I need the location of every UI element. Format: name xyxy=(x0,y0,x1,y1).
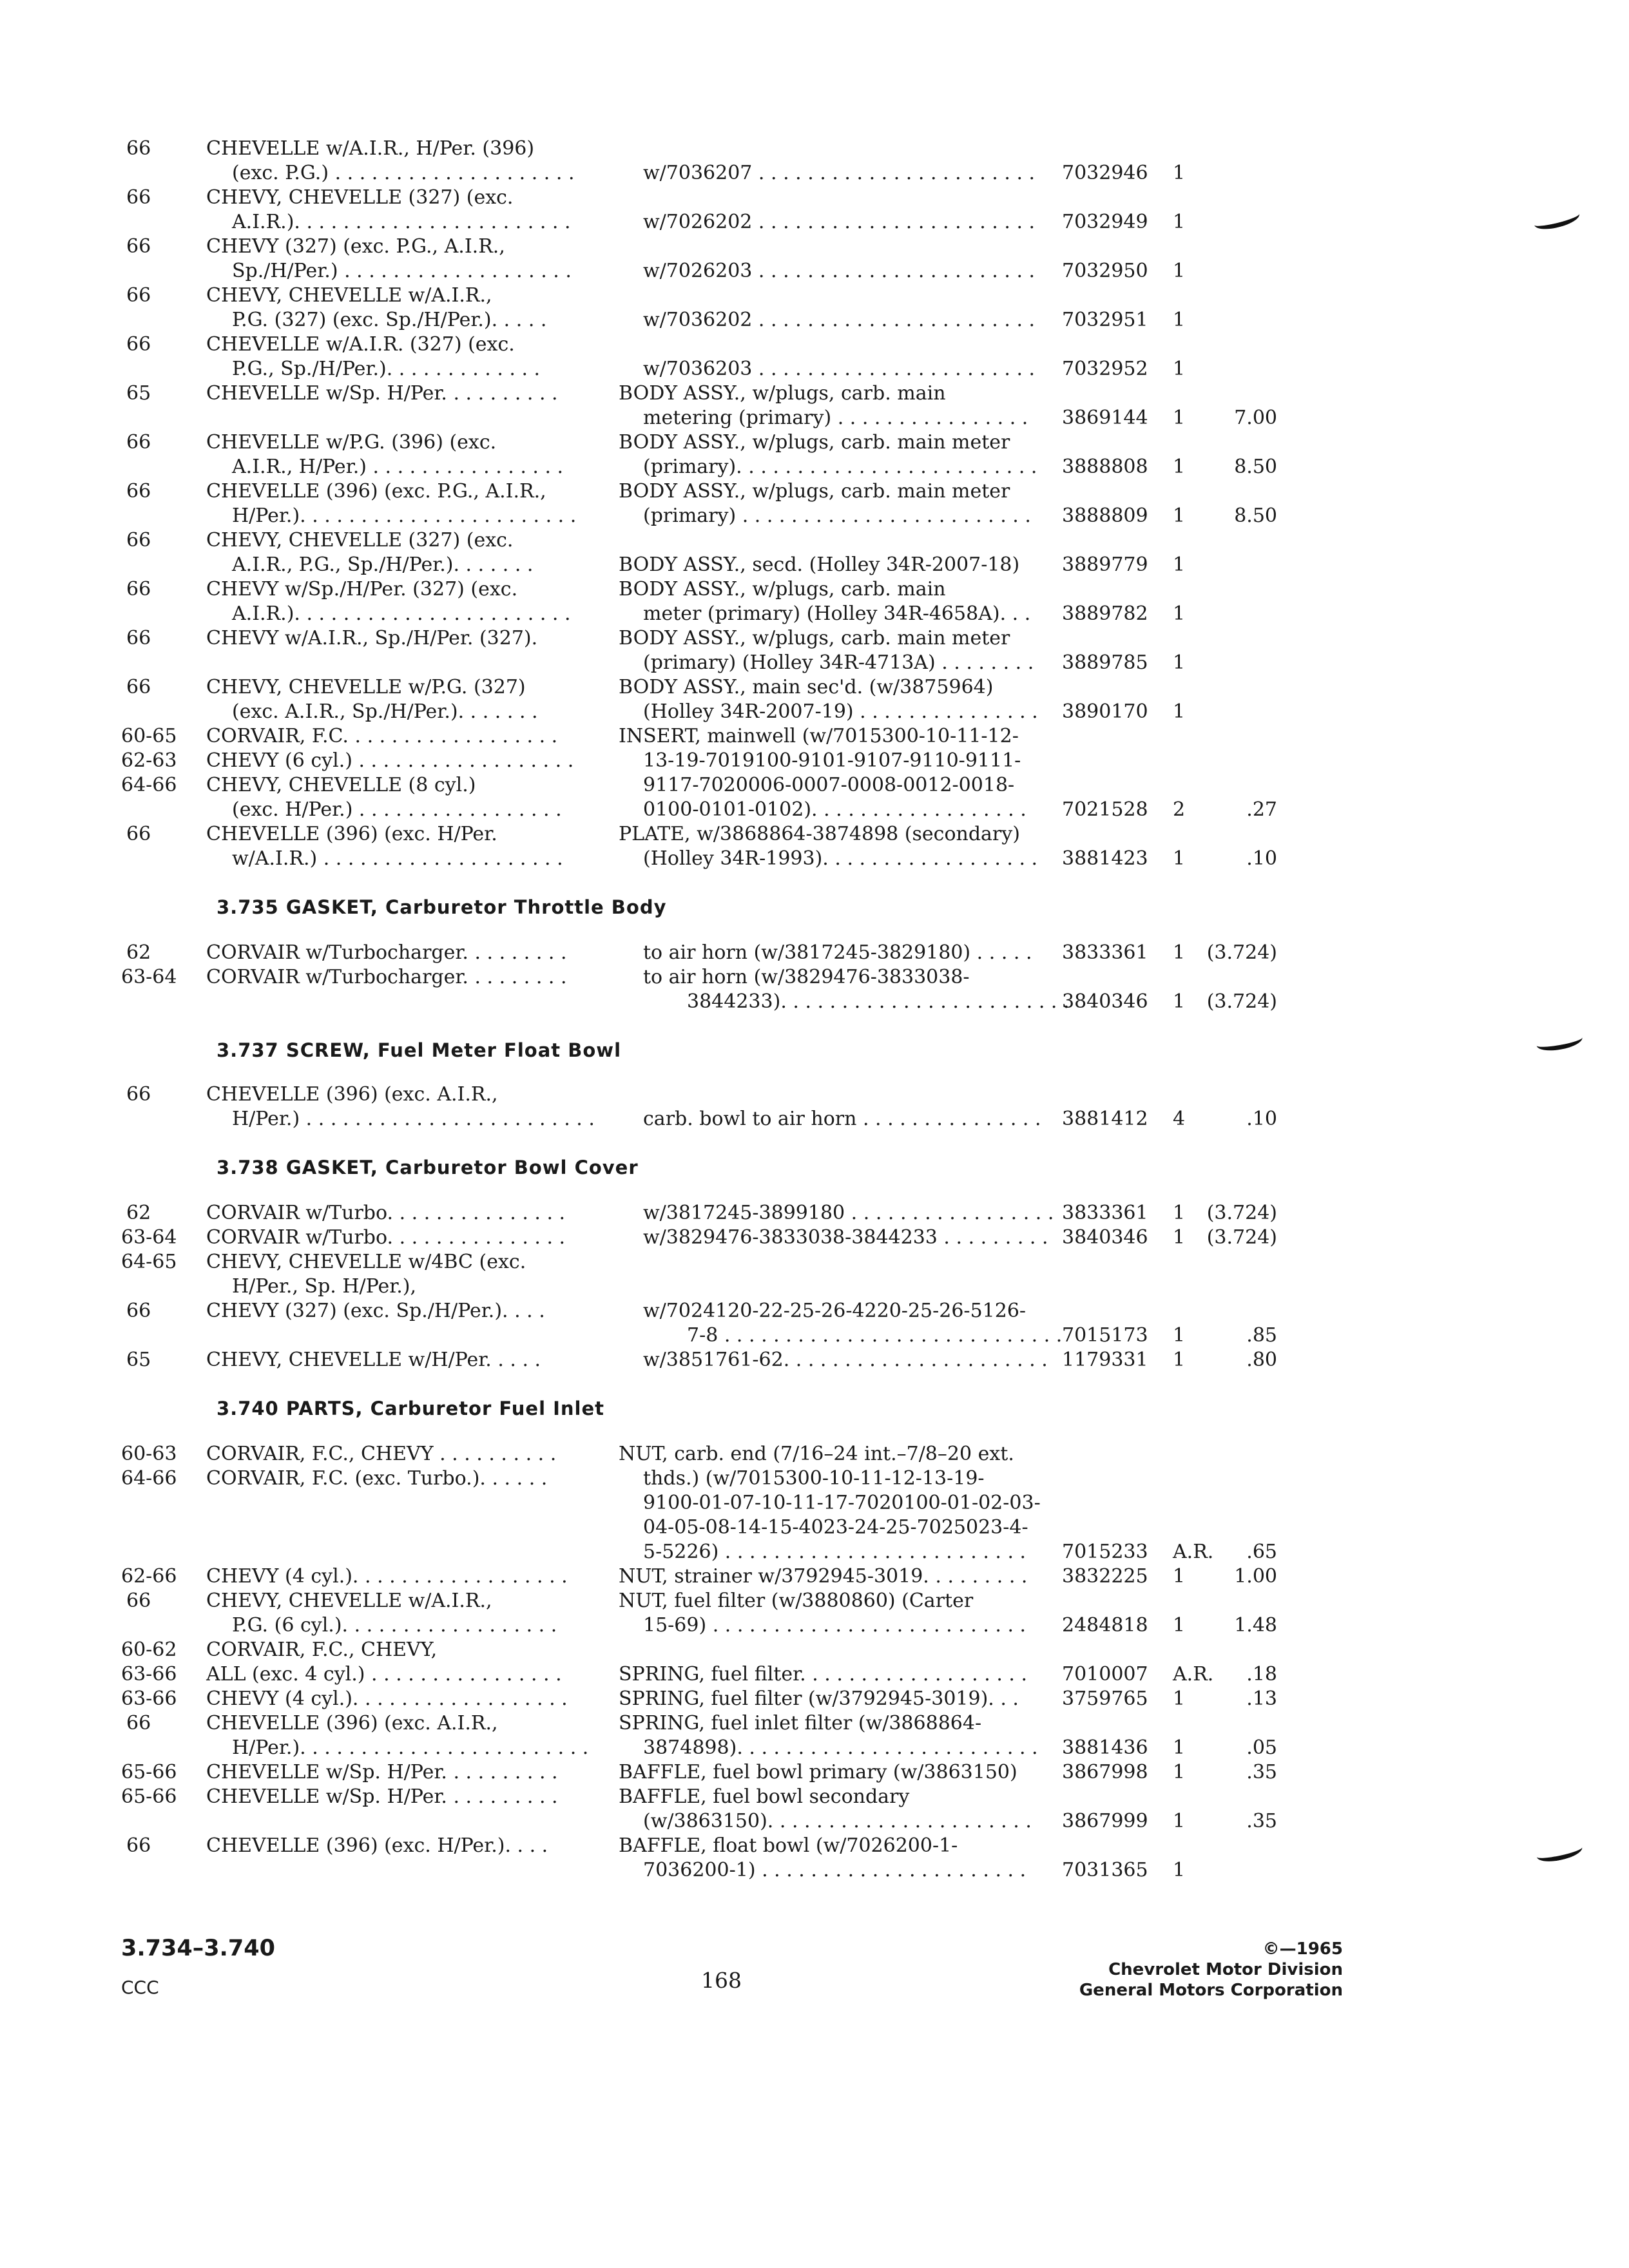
description-cell: 5-5226) . . . . . . . . . . . . . . . . . . . . . . . . . xyxy=(643,1541,1027,1563)
description-cell: (primary) (Holley 34R-4713A) . . . . . . . . xyxy=(643,651,1034,674)
year-cell: 64-66 xyxy=(121,774,177,796)
catalog-row xyxy=(0,1491,1629,1515)
year-cell: 66 xyxy=(126,137,151,160)
description-cell: BODY ASSY., w/plugs, carb. main xyxy=(619,578,946,601)
model-cell: (exc. H/Per.) . . . . . . . . . . . . . . . . . xyxy=(232,798,562,821)
catalog-row xyxy=(0,798,1629,822)
catalog-row xyxy=(0,528,1629,553)
model-cell: CHEVY (6 cyl.) . . . . . . . . . . . . . . . . . . xyxy=(206,749,574,772)
description-cell: 9100-01-07-10-11-17-7020100-01-02-03- xyxy=(643,1492,1041,1514)
year-cell: 66 xyxy=(126,480,151,503)
catalog-row xyxy=(0,308,1629,332)
footer-division: Chevrolet Motor Division xyxy=(1108,1960,1343,1979)
year-cell: 66 xyxy=(126,186,151,209)
model-cell: CHEVY, CHEVELLE (327) (exc. xyxy=(206,529,514,552)
model-cell: H/Per.) . . . . . . . . . . . . . . . . . . . . . . . . xyxy=(232,1108,595,1130)
quantity-cell: 4 xyxy=(1173,1108,1186,1130)
part-number-cell: 7032951 xyxy=(1062,309,1148,331)
model-cell: CORVAIR, F.C., CHEVY . . . . . . . . . . xyxy=(206,1443,557,1465)
catalog-row xyxy=(0,1589,1629,1613)
year-cell: 60-63 xyxy=(121,1443,177,1465)
description-cell: w/7026202 . . . . . . . . . . . . . . . . . . . . . . . xyxy=(643,211,1036,233)
quantity-cell: 1 xyxy=(1173,1324,1186,1347)
quantity-cell: 1 xyxy=(1173,1614,1186,1637)
model-cell: (exc. A.I.R., Sp./H/Per.). . . . . . . xyxy=(232,700,538,723)
catalog-row xyxy=(0,1348,1629,1372)
footer-code: CCC xyxy=(121,1977,159,1998)
model-cell: CHEVY, CHEVELLE w/A.I.R., xyxy=(206,284,492,307)
catalog-row xyxy=(0,822,1629,847)
price-cell: .65 xyxy=(1246,1541,1277,1563)
model-cell: CHEVELLE w/Sp. H/Per. . . . . . . . . . xyxy=(206,382,558,405)
catalog-row xyxy=(0,161,1629,186)
catalog-row xyxy=(0,965,1629,990)
model-cell: CHEVELLE (396) (exc. H/Per.). . . . xyxy=(206,1834,548,1857)
catalog-row xyxy=(0,504,1629,528)
catalog-row xyxy=(0,602,1629,626)
catalog-row xyxy=(0,1274,1629,1299)
description-cell: w/7036207 . . . . . . . . . . . . . . . . . . . . . . . xyxy=(643,162,1036,184)
model-cell: H/Per.). . . . . . . . . . . . . . . . . . . . . . . . xyxy=(232,1736,589,1759)
description-cell: NUT, strainer w/3792945-3019. . . . . . . . . xyxy=(619,1565,1028,1588)
quantity-cell: 1 xyxy=(1173,847,1186,870)
year-cell: 62 xyxy=(126,1202,151,1224)
part-number-cell: 3881423 xyxy=(1062,847,1148,870)
footer-corporation: General Motors Corporation xyxy=(1079,1981,1343,2000)
catalog-row xyxy=(0,1736,1629,1760)
catalog-row xyxy=(0,1638,1629,1662)
description-cell: 9117-7020006-0007-0008-0012-0018- xyxy=(643,774,1015,796)
quantity-cell: 1 xyxy=(1173,456,1186,478)
catalog-row xyxy=(0,651,1629,675)
quantity-cell: 1 xyxy=(1173,553,1186,576)
catalog-row xyxy=(0,1834,1629,1858)
model-cell: CHEVY w/Sp./H/Per. (327) (exc. xyxy=(206,578,518,601)
quantity-cell: 1 xyxy=(1173,407,1186,429)
model-cell: CHEVELLE w/A.I.R. (327) (exc. xyxy=(206,333,515,356)
catalog-row xyxy=(0,430,1629,455)
catalog-row xyxy=(0,406,1629,430)
price-cell: .10 xyxy=(1246,1108,1277,1130)
year-cell: 66 xyxy=(126,823,151,845)
part-number-cell: 7031365 xyxy=(1062,1859,1148,1881)
year-cell: 62-63 xyxy=(121,749,177,772)
description-cell: (primary). . . . . . . . . . . . . . . . . . . . . . . . . xyxy=(643,456,1037,478)
year-cell: 64-65 xyxy=(121,1251,177,1273)
model-cell: CHEVELLE w/Sp. H/Per. . . . . . . . . . xyxy=(206,1761,558,1783)
model-cell: CHEVELLE w/P.G. (396) (exc. xyxy=(206,431,497,454)
catalog-row xyxy=(0,284,1629,308)
part-number-cell: 3867999 xyxy=(1062,1810,1148,1832)
catalog-row xyxy=(0,1082,1629,1107)
part-number-cell: 3889782 xyxy=(1062,602,1148,625)
year-cell: 66 xyxy=(126,676,151,698)
part-number-cell: 7032949 xyxy=(1062,211,1148,233)
part-number-cell: 7032950 xyxy=(1062,260,1148,282)
catalog-row xyxy=(0,675,1629,700)
model-cell: A.I.R., H/Per.) . . . . . . . . . . . . . . . . xyxy=(232,456,564,478)
catalog-row xyxy=(0,1785,1629,1809)
part-number-cell: 3869144 xyxy=(1062,407,1148,429)
description-cell: (Holley 34R-1993). . . . . . . . . . . . . . . . . . xyxy=(643,847,1038,870)
catalog-row xyxy=(0,455,1629,479)
quantity-cell: 1 xyxy=(1173,602,1186,625)
catalog-row xyxy=(0,381,1629,406)
description-cell: w/3851761-62. . . . . . . . . . . . . . . . . . . . . . xyxy=(643,1349,1048,1371)
price-cell: (3.724) xyxy=(1206,1226,1277,1249)
catalog-row xyxy=(0,553,1629,577)
quantity-cell: 1 xyxy=(1173,941,1186,964)
quantity-cell: A.R. xyxy=(1173,1541,1214,1563)
catalog-row xyxy=(0,1323,1629,1348)
quantity-cell: 1 xyxy=(1173,1226,1186,1249)
price-cell: .35 xyxy=(1246,1761,1277,1783)
part-number-cell: 3889785 xyxy=(1062,651,1148,674)
description-cell: w/7026203 . . . . . . . . . . . . . . . . . . . . . . . xyxy=(643,260,1036,282)
description-cell: BODY ASSY., w/plugs, carb. main meter xyxy=(619,431,1010,454)
description-cell: (Holley 34R-2007-19) . . . . . . . . . . . . . . . xyxy=(643,700,1038,723)
model-cell: CORVAIR w/Turbocharger. . . . . . . . . xyxy=(206,941,567,964)
catalog-row xyxy=(0,235,1629,259)
quantity-cell: 1 xyxy=(1173,1202,1186,1224)
year-cell: 66 xyxy=(126,578,151,601)
year-cell: 66 xyxy=(126,333,151,356)
quantity-cell: 1 xyxy=(1173,1736,1186,1759)
catalog-row xyxy=(0,1201,1629,1225)
model-cell: CORVAIR, F.C. (exc. Turbo.). . . . . . xyxy=(206,1467,548,1490)
catalog-row xyxy=(0,847,1629,871)
part-number-cell: 3840346 xyxy=(1062,1226,1148,1249)
description-cell: SPRING, fuel filter (w/3792945-3019). . . xyxy=(619,1687,1019,1710)
description-cell: 7036200-1) . . . . . . . . . . . . . . . . . . . . . . xyxy=(643,1859,1027,1881)
model-cell: CHEVY (327) (exc. P.G., A.I.R., xyxy=(206,235,505,258)
year-cell: 66 xyxy=(126,529,151,552)
model-cell: CHEVY (4 cyl.). . . . . . . . . . . . . . . . . . xyxy=(206,1565,568,1588)
part-number-cell: 2484818 xyxy=(1062,1614,1148,1637)
description-cell: (w/3863150). . . . . . . . . . . . . . . . . . . . . . xyxy=(643,1810,1032,1832)
catalog-row xyxy=(0,1687,1629,1711)
description-cell: meter (primary) (Holley 34R-4658A). . . xyxy=(643,602,1031,625)
footer-copyright: ©—1965 xyxy=(1262,1939,1343,1959)
description-cell: w/7024120-22-25-26-4220-25-26-5126- xyxy=(643,1300,1027,1322)
description-cell: SPRING, fuel filter. . . . . . . . . . . . . . . . . . . xyxy=(619,1663,1027,1686)
model-cell: CORVAIR, F.C. . . . . . . . . . . . . . . . . . xyxy=(206,725,558,747)
catalog-row xyxy=(0,724,1629,749)
quantity-cell: 1 xyxy=(1173,1810,1186,1832)
footer-page-number: 168 xyxy=(701,1968,742,1993)
price-cell: (3.724) xyxy=(1206,990,1277,1013)
model-cell: H/Per., Sp. H/Per.), xyxy=(232,1275,417,1298)
model-cell: CHEVY, CHEVELLE (8 cyl.) xyxy=(206,774,476,796)
catalog-row xyxy=(0,1858,1629,1883)
quantity-cell: 1 xyxy=(1173,990,1186,1013)
description-cell: 15-69) . . . . . . . . . . . . . . . . . . . . . . . . . . xyxy=(643,1614,1027,1637)
price-cell: 8.50 xyxy=(1234,505,1277,527)
year-cell: 63-64 xyxy=(121,966,177,988)
description-cell: 3874898). . . . . . . . . . . . . . . . . . . . . . . . . xyxy=(643,1736,1038,1759)
catalog-row xyxy=(0,259,1629,284)
price-cell: .10 xyxy=(1246,847,1277,870)
model-cell: P.G., Sp./H/Per.). . . . . . . . . . . . . xyxy=(232,358,541,380)
year-cell: 66 xyxy=(126,627,151,649)
price-cell: (3.724) xyxy=(1206,1202,1277,1224)
quantity-cell: 1 xyxy=(1173,1565,1186,1588)
year-cell: 63-66 xyxy=(121,1663,177,1686)
part-number-cell: 7010007 xyxy=(1062,1663,1148,1686)
model-cell: Sp./H/Per.) . . . . . . . . . . . . . . . . . . . xyxy=(232,260,572,282)
quantity-cell: 1 xyxy=(1173,162,1186,184)
part-number-cell: 3759765 xyxy=(1062,1687,1148,1710)
year-cell: 60-65 xyxy=(121,725,177,747)
year-cell: 62-66 xyxy=(121,1565,177,1588)
model-cell: CHEVY, CHEVELLE w/H/Per. . . . . xyxy=(206,1349,541,1371)
catalog-row xyxy=(0,577,1629,602)
description-cell: w/7036203 . . . . . . . . . . . . . . . . . . . . . . . xyxy=(643,358,1036,380)
model-cell: CHEVELLE w/A.I.R., H/Per. (396) xyxy=(206,137,535,160)
description-cell: 7-8 . . . . . . . . . . . . . . . . . . . . . . . . . . . . xyxy=(687,1324,1063,1347)
catalog-row xyxy=(0,210,1629,235)
catalog-row xyxy=(0,990,1629,1014)
part-number-cell: 3881436 xyxy=(1062,1736,1148,1759)
year-cell: 66 xyxy=(126,1300,151,1322)
quantity-cell: 1 xyxy=(1173,505,1186,527)
description-cell: BODY ASSY., secd. (Holley 34R-2007-18) xyxy=(619,553,1020,576)
catalog-row xyxy=(0,700,1629,724)
price-cell: 1.00 xyxy=(1234,1565,1277,1588)
model-cell: CHEVY (327) (exc. Sp./H/Per.). . . . xyxy=(206,1300,545,1322)
model-cell: CORVAIR w/Turbo. . . . . . . . . . . . . . . xyxy=(206,1202,566,1224)
model-cell: CHEVELLE (396) (exc. A.I.R., xyxy=(206,1712,498,1735)
model-cell: CHEVY, CHEVELLE w/P.G. (327) xyxy=(206,676,526,698)
part-number-cell: 3881412 xyxy=(1062,1108,1148,1130)
description-cell: BODY ASSY., main sec'd. (w/3875964) xyxy=(619,676,994,698)
description-cell: w/7036202 . . . . . . . . . . . . . . . . . . . . . . . xyxy=(643,309,1036,331)
year-cell: 62 xyxy=(126,941,151,964)
model-cell: ALL (exc. 4 cyl.) . . . . . . . . . . . . . . . . xyxy=(206,1663,562,1686)
price-cell: .27 xyxy=(1246,798,1277,821)
description-cell: 13-19-7019100-9101-9107-9110-9111- xyxy=(643,749,1021,772)
description-cell: 3844233). . . . . . . . . . . . . . . . . . . . . . . . xyxy=(687,990,1070,1013)
catalog-row xyxy=(0,1466,1629,1491)
description-cell: NUT, carb. end (7/16–24 int.–7/8–20 ext. xyxy=(619,1443,1014,1465)
description-cell: thds.) (w/7015300-10-11-12-13-19- xyxy=(643,1467,985,1490)
quantity-cell: 1 xyxy=(1173,1349,1186,1371)
model-cell: CORVAIR, F.C., CHEVY, xyxy=(206,1639,438,1661)
catalog-row xyxy=(0,1564,1629,1589)
footer-section-range: 3.734–3.740 xyxy=(121,1936,275,1961)
quantity-cell: 1 xyxy=(1173,1859,1186,1881)
catalog-row xyxy=(0,773,1629,798)
catalog-row xyxy=(0,1809,1629,1834)
quantity-cell: A.R. xyxy=(1173,1663,1214,1686)
model-cell: (exc. P.G.) . . . . . . . . . . . . . . . . . . . . xyxy=(232,162,575,184)
catalog-row xyxy=(0,186,1629,210)
price-cell: (3.724) xyxy=(1206,941,1277,964)
catalog-row xyxy=(0,749,1629,773)
year-cell: 65-66 xyxy=(121,1785,177,1808)
quantity-cell: 1 xyxy=(1173,700,1186,723)
description-cell: INSERT, mainwell (w/7015300-10-11-12- xyxy=(619,725,1019,747)
price-cell: .35 xyxy=(1246,1810,1277,1832)
part-number-cell: 3889779 xyxy=(1062,553,1148,576)
section-heading: 3.735 GASKET, Carburetor Throttle Body xyxy=(217,896,667,918)
model-cell: A.I.R.). . . . . . . . . . . . . . . . . . . . . . . xyxy=(232,602,571,625)
description-cell: to air horn (w/3829476-3833038- xyxy=(643,966,970,988)
quantity-cell: 1 xyxy=(1173,651,1186,674)
year-cell: 66 xyxy=(126,284,151,307)
quantity-cell: 1 xyxy=(1173,260,1186,282)
catalog-row xyxy=(0,1613,1629,1638)
description-cell: BODY ASSY., w/plugs, carb. main meter xyxy=(619,480,1010,503)
catalog-row xyxy=(0,137,1629,161)
part-number-cell: 3833361 xyxy=(1062,941,1148,964)
price-cell: .80 xyxy=(1246,1349,1277,1371)
quantity-cell: 2 xyxy=(1173,798,1186,821)
part-number-cell: 3833361 xyxy=(1062,1202,1148,1224)
part-number-cell: 3890170 xyxy=(1062,700,1148,723)
model-cell: CHEVY w/A.I.R., Sp./H/Per. (327). xyxy=(206,627,538,649)
model-cell: CHEVELLE (396) (exc. P.G., A.I.R., xyxy=(206,480,546,503)
model-cell: H/Per.). . . . . . . . . . . . . . . . . . . . . . . xyxy=(232,505,577,527)
description-cell: NUT, fuel filter (w/3880860) (Carter xyxy=(619,1590,974,1612)
price-cell: 7.00 xyxy=(1234,407,1277,429)
quantity-cell: 1 xyxy=(1173,309,1186,331)
model-cell: CHEVELLE (396) (exc. H/Per. xyxy=(206,823,497,845)
catalog-row xyxy=(0,1107,1629,1131)
price-cell: 1.48 xyxy=(1234,1614,1277,1637)
description-cell: w/3829476-3833038-3844233 . . . . . . . . . xyxy=(643,1226,1048,1249)
year-cell: 66 xyxy=(126,1712,151,1735)
part-number-cell: 3832225 xyxy=(1062,1565,1148,1588)
section-heading: 3.737 SCREW, Fuel Meter Float Bowl xyxy=(217,1039,622,1061)
quantity-cell: 1 xyxy=(1173,1687,1186,1710)
catalog-row xyxy=(0,357,1629,381)
quantity-cell: 1 xyxy=(1173,358,1186,380)
year-cell: 65 xyxy=(126,382,151,405)
model-cell: CHEVY, CHEVELLE (327) (exc. xyxy=(206,186,514,209)
price-cell: .18 xyxy=(1246,1663,1277,1686)
year-cell: 65-66 xyxy=(121,1761,177,1783)
description-cell: metering (primary) . . . . . . . . . . . . . . . . xyxy=(643,407,1028,429)
year-cell: 65 xyxy=(126,1349,151,1371)
part-number-cell: 3840346 xyxy=(1062,990,1148,1013)
catalog-row xyxy=(0,1711,1629,1736)
section-heading: 3.738 GASKET, Carburetor Bowl Cover xyxy=(217,1157,639,1178)
catalog-row xyxy=(0,332,1629,357)
catalog-row xyxy=(0,1225,1629,1250)
quantity-cell: 1 xyxy=(1173,1761,1186,1783)
year-cell: 64-66 xyxy=(121,1467,177,1490)
description-cell: BAFFLE, fuel bowl secondary xyxy=(619,1785,910,1808)
catalog-row xyxy=(0,1760,1629,1785)
price-cell: 8.50 xyxy=(1234,456,1277,478)
model-cell: P.G. (6 cyl.). . . . . . . . . . . . . . . . . . xyxy=(232,1614,557,1637)
catalog-row xyxy=(0,626,1629,651)
description-cell: 04-05-08-14-15-4023-24-25-7025023-4- xyxy=(643,1516,1028,1539)
description-cell: BODY ASSY., w/plugs, carb. main meter xyxy=(619,627,1010,649)
catalog-row xyxy=(0,1442,1629,1466)
description-cell: PLATE, w/3868864-3874898 (secondary) xyxy=(619,823,1020,845)
price-cell: .05 xyxy=(1246,1736,1277,1759)
catalog-row xyxy=(0,479,1629,504)
description-cell: SPRING, fuel inlet filter (w/3868864- xyxy=(619,1712,982,1735)
section-heading: 3.740 PARTS, Carburetor Fuel Inlet xyxy=(217,1398,605,1419)
year-cell: 66 xyxy=(126,1083,151,1106)
year-cell: 63-64 xyxy=(121,1226,177,1249)
part-number-cell: 3867998 xyxy=(1062,1761,1148,1783)
description-cell: w/3817245-3899180 . . . . . . . . . . . . . . . . . xyxy=(643,1202,1054,1224)
part-number-cell: 7032946 xyxy=(1062,162,1148,184)
catalog-row xyxy=(0,941,1629,965)
part-number-cell: 7032952 xyxy=(1062,358,1148,380)
year-cell: 66 xyxy=(126,235,151,258)
model-cell: CHEVELLE w/Sp. H/Per. . . . . . . . . . xyxy=(206,1785,558,1808)
model-cell: A.I.R.). . . . . . . . . . . . . . . . . . . . . . . xyxy=(232,211,571,233)
description-cell: BODY ASSY., w/plugs, carb. main xyxy=(619,382,946,405)
quantity-cell: 1 xyxy=(1173,211,1186,233)
part-number-cell: 1179331 xyxy=(1062,1349,1148,1371)
model-cell: P.G. (327) (exc. Sp./H/Per.). . . . . xyxy=(232,309,547,331)
description-cell: BAFFLE, fuel bowl primary (w/3863150) xyxy=(619,1761,1017,1783)
part-number-cell: 7015173 xyxy=(1062,1324,1148,1347)
model-cell: CHEVY, CHEVELLE w/A.I.R., xyxy=(206,1590,492,1612)
year-cell: 60-62 xyxy=(121,1639,177,1661)
year-cell: 63-66 xyxy=(121,1687,177,1710)
model-cell: CHEVY, CHEVELLE w/4BC (exc. xyxy=(206,1251,526,1273)
catalog-row xyxy=(0,1540,1629,1564)
model-cell: CORVAIR w/Turbo. . . . . . . . . . . . . . . xyxy=(206,1226,566,1249)
part-number-cell: 3888808 xyxy=(1062,456,1148,478)
model-cell: A.I.R., P.G., Sp./H/Per.). . . . . . . xyxy=(232,553,534,576)
description-cell: BAFFLE, float bowl (w/7026200-1- xyxy=(619,1834,958,1857)
model-cell: CORVAIR w/Turbocharger. . . . . . . . . xyxy=(206,966,567,988)
catalog-row xyxy=(0,1250,1629,1274)
catalog-row xyxy=(0,1515,1629,1540)
model-cell: CHEVY (4 cyl.). . . . . . . . . . . . . . . . . . xyxy=(206,1687,568,1710)
description-cell: 0100-0101-0102). . . . . . . . . . . . . . . . . . xyxy=(643,798,1027,821)
part-number-cell: 7015233 xyxy=(1062,1541,1148,1563)
catalog-row xyxy=(0,1662,1629,1687)
part-number-cell: 7021528 xyxy=(1062,798,1148,821)
catalog-row xyxy=(0,1299,1629,1323)
price-cell: .13 xyxy=(1246,1687,1277,1710)
price-cell: .85 xyxy=(1246,1324,1277,1347)
description-cell: (primary) . . . . . . . . . . . . . . . . . . . . . . . . xyxy=(643,505,1031,527)
part-number-cell: 3888809 xyxy=(1062,505,1148,527)
description-cell: to air horn (w/3817245-3829180) . . . . . xyxy=(643,941,1032,964)
description-cell: carb. bowl to air horn . . . . . . . . . . . . . . . xyxy=(643,1108,1041,1130)
model-cell: w/A.I.R.) . . . . . . . . . . . . . . . . . . . . xyxy=(232,847,563,870)
model-cell: CHEVELLE (396) (exc. A.I.R., xyxy=(206,1083,498,1106)
year-cell: 66 xyxy=(126,431,151,454)
year-cell: 66 xyxy=(126,1590,151,1612)
year-cell: 66 xyxy=(126,1834,151,1857)
